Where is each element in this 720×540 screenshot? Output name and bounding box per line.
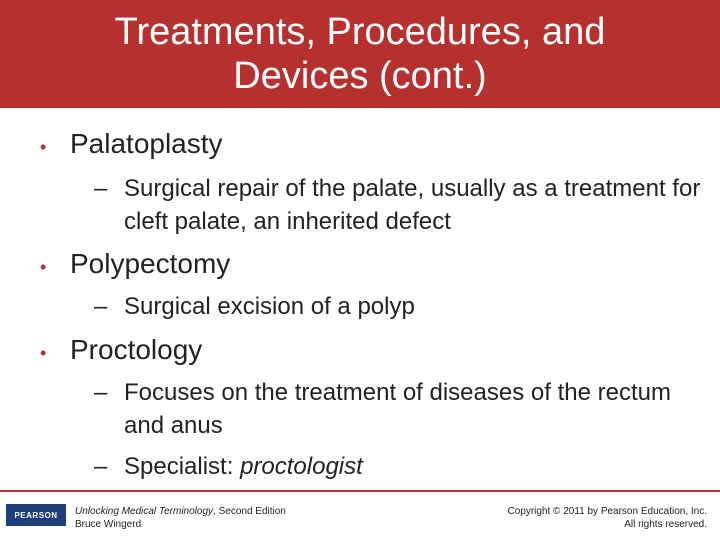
bullet-palatoplasty (40, 128, 223, 160)
sub-bullet-proctology-specialist (94, 450, 714, 483)
sub-bullet-text: Focuses on the treatment of diseases of the rectum and anus (124, 379, 671, 439)
footer-book-info (75, 505, 286, 531)
bullet-term: Proctology (70, 334, 203, 365)
slide-title-line-2: Devices (cont.) (233, 55, 487, 97)
copyright-text: Copyright © 2011 by Pearson Education, Inc. (507, 506, 707, 517)
footer-divider (0, 490, 720, 492)
sub-bullet-proctology-definition (94, 376, 714, 442)
sub-bullet-text: Surgical repair of the palate, usually as a treatment for cleft palate, an inherited defect (124, 175, 701, 235)
dash-icon: – (94, 293, 108, 320)
sub-bullet-polypectomy-definition (94, 290, 714, 323)
bullet-polypectomy (40, 248, 230, 280)
dash-icon: – (94, 175, 108, 202)
bullet-term: Polypectomy (70, 248, 231, 279)
bullet-dot-icon: • (40, 137, 47, 157)
bullet-dot-icon: • (40, 343, 47, 363)
specialist-label: Specialist: (124, 453, 241, 480)
bullet-term: Palatoplasty (70, 128, 223, 159)
sub-bullet-palatoplasty-definition (94, 172, 714, 238)
sub-bullet-text: Surgical excision of a polyp (124, 293, 415, 320)
slide-title (115, 10, 606, 98)
pearson-logo-text: PEARSON (14, 510, 58, 520)
slide-title-line-1: Treatments, Procedures, and (114, 11, 606, 53)
bullet-proctology (40, 334, 202, 366)
pearson-logo (6, 504, 66, 526)
slide-title-bar (0, 0, 720, 108)
dash-icon: – (94, 453, 108, 480)
book-author: Bruce Wingerd (75, 519, 142, 530)
rights-text: All rights reserved. (624, 519, 707, 530)
footer-copyright (507, 505, 707, 531)
dash-icon: – (94, 379, 108, 406)
bullet-dot-icon: • (40, 257, 47, 277)
book-title: Unlocking Medical Terminology (75, 506, 214, 517)
book-edition: , Second Edition (213, 506, 286, 517)
specialist-term: proctologist (240, 453, 363, 480)
